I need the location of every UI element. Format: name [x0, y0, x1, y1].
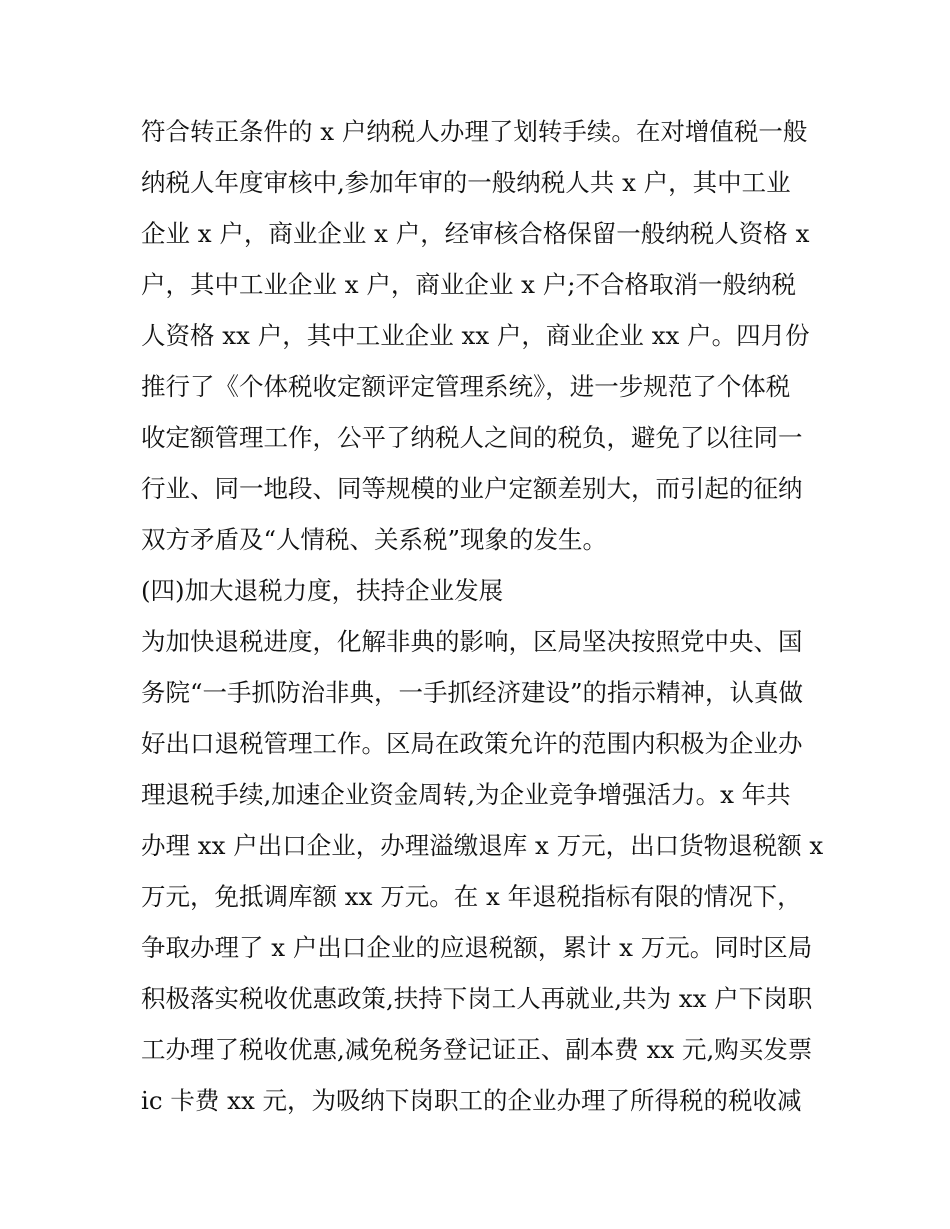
- text-line: 办理 xx 户出口企业，办理溢缴退库 x 万元，出口货物退税额 x: [141, 831, 824, 860]
- text-line: 行业、同一地段、同等规模的业户定额差别大，而引起的征纳: [141, 474, 803, 503]
- text-line: 收定额管理工作，公平了纳税人之间的税负，避免了以往同一: [141, 423, 803, 452]
- text-line: 符合转正条件的 x 户纳税人办理了划转手续。在对增值税一般: [141, 117, 808, 146]
- text-line: 企业 x 户，商业企业 x 户，经审核合格保留一般纳税人资格 x: [141, 219, 810, 248]
- text-line: 纳税人年度审核中,参加年审的一般纳税人共 x 户，其中工业: [141, 168, 791, 197]
- text-line: 理退税手续,加速企业资金周转,为企业竞争增强活力。x 年共: [141, 780, 791, 809]
- text-line: 万元，免抵调库额 xx 万元。在 x 年退税指标有限的情况下，: [141, 882, 802, 911]
- text-line: ic 卡费 xx 元，为吸纳下岗职工的企业办理了所得税的税收减: [141, 1086, 802, 1115]
- text-line: 双方矛盾及“人情税、关系税”现象的发生。: [141, 525, 608, 554]
- section-heading: (四)加大退税力度，扶持企业发展: [141, 576, 504, 605]
- text-line: 为加快退税进度，化解非典的影响，区局坚决按照党中央、国: [141, 627, 803, 656]
- text-line: 争取办理了 x 户出口企业的应退税额，累计 x 万元。同时区局: [141, 933, 813, 962]
- text-line: 人资格 xx 户，其中工业企业 xx 户，商业企业 xx 户。四月份: [141, 321, 810, 350]
- text-line: 积极落实税收优惠政策,扶持下岗工人再就业,共为 xx 户下岗职: [141, 984, 813, 1013]
- text-line: 推行了《个体税收定额评定管理系统》，进一步规范了个体税: [141, 372, 791, 401]
- body-text: [141, 106, 824, 1126]
- text-line: 户，其中工业企业 x 户，商业企业 x 户;不合格取消一般纳税: [141, 270, 797, 299]
- text-line: 好出口退税管理工作。区局在政策允许的范围内积极为企业办: [141, 729, 803, 758]
- text-line: 工办理了税收优惠,减免税务登记证正、副本费 xx 元,购买发票: [141, 1035, 813, 1064]
- text-line: 务院“一手抓防治非典，一手抓经济建设”的指示精神，认真做: [141, 678, 804, 707]
